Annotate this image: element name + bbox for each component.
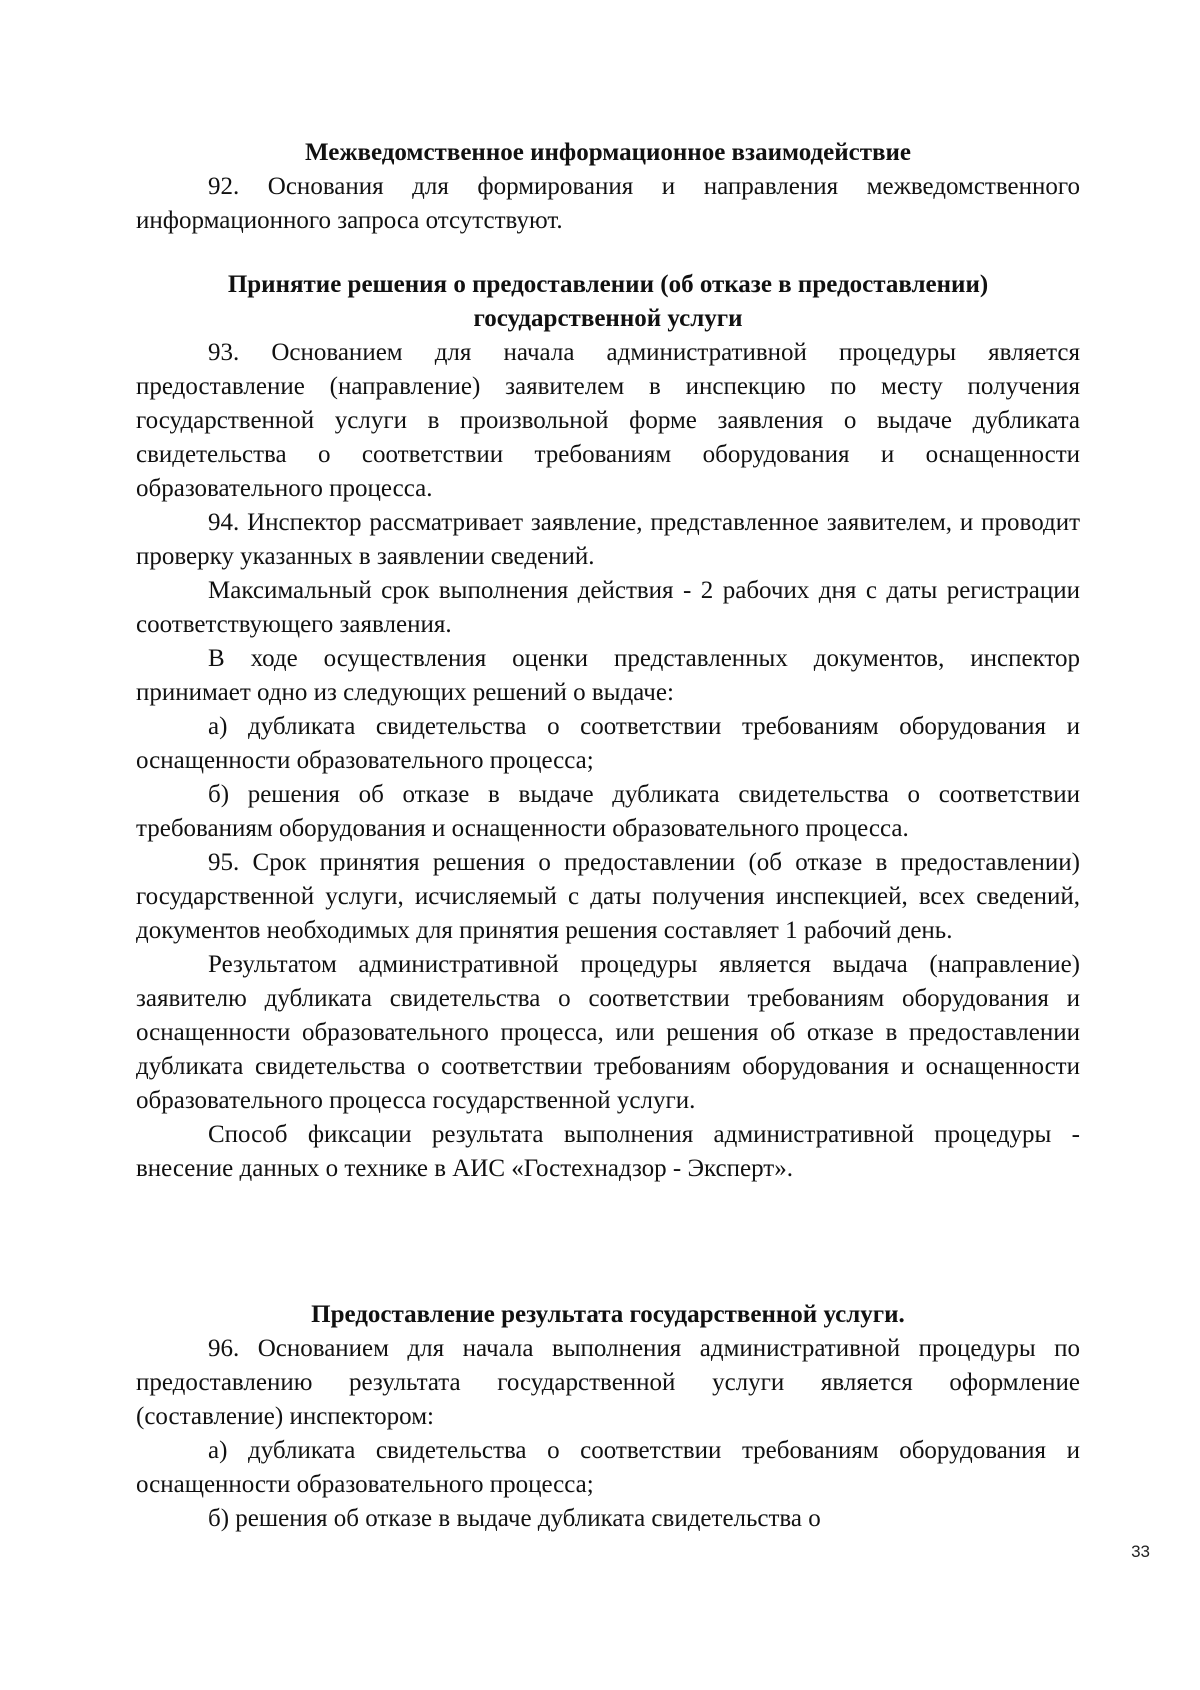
section-interagency-interaction: [136, 136, 1080, 238]
list-item-b: б) решения об отказе в выдаче дубликата свидетельства о соответствии требованиям оборудования и оснащенности образовательного процесса.: [136, 781, 1080, 842]
paragraph-96: 96. Основанием для начала выполнения административной процедуры по предоставлению результата государственной услуги является оформление (составление) инспектором:: [136, 1335, 1080, 1430]
section-heading: Предоставление результата государственной услуги.: [311, 1301, 905, 1328]
paragraph-95: 95. Срок принятия решения о предоставлении (об отказе в предоставлении) государственной услуги, исчисляемый с даты получения инспекцией, всех сведений, документов необходимых для принятия решения составляет 1 рабочий день.: [136, 849, 1080, 944]
paragraph-fixation-method: Способ фиксации результата выполнения административной процедуры - внесение данных о технике в АИС «Гостехнадзор - Эксперт».: [136, 1121, 1080, 1182]
section-heading: Принятие решения о предоставлении (об отказе в предоставлении) государственной услуги: [227, 271, 989, 332]
list-item-a: а) дубликата свидетельства о соответствии требованиям оборудования и оснащенности образовательного процесса;: [136, 1437, 1080, 1498]
paragraph-92: 92. Основания для формирования и направления межведомственного информационного запроса отсутствуют.: [136, 173, 1080, 234]
page-number: 33: [1131, 1542, 1150, 1561]
paragraph-93: 93. Основанием для начала административной процедуры является предоставление (направление) заявителем в инспекцию по месту получения государственной услуги в произвольной форме заявления о выдаче дубликата свидетельства о соответствии требованиям оборудования и оснащенности образовательного процесса.: [136, 339, 1080, 502]
paragraph-evaluation: В ходе осуществления оценки представленных документов, инспектор принимает одно из следующих решений о выдаче:: [136, 645, 1080, 706]
list-item-b: б) решения об отказе в выдаче дубликата свидетельства о: [208, 1505, 821, 1532]
paragraph-result: Результатом административной процедуры является выдача (направление) заявителю дубликата свидетельства о соответствии требованиям оборудования и оснащенности образовательного процесса, или решения об отказе в предоставлении дубликата свидетельства о соответствии требованиям оборудования и оснащенности образовательного процесса государственной услуги.: [136, 951, 1080, 1114]
section-heading: Межведомственное информационное взаимодействие: [305, 139, 911, 166]
section-result-provision: [136, 1298, 1080, 1536]
section-decision-making: [136, 268, 1080, 1186]
paragraph-max-term: Максимальный срок выполнения действия - 2 рабочих дня с даты регистрации соответствующего заявления.: [136, 577, 1080, 638]
paragraph-94: 94. Инспектор рассматривает заявление, представленное заявителем, и проводит проверку указанных в заявлении сведений.: [136, 509, 1080, 570]
list-item-a: а) дубликата свидетельства о соответствии требованиям оборудования и оснащенности образовательного процесса;: [136, 713, 1080, 774]
